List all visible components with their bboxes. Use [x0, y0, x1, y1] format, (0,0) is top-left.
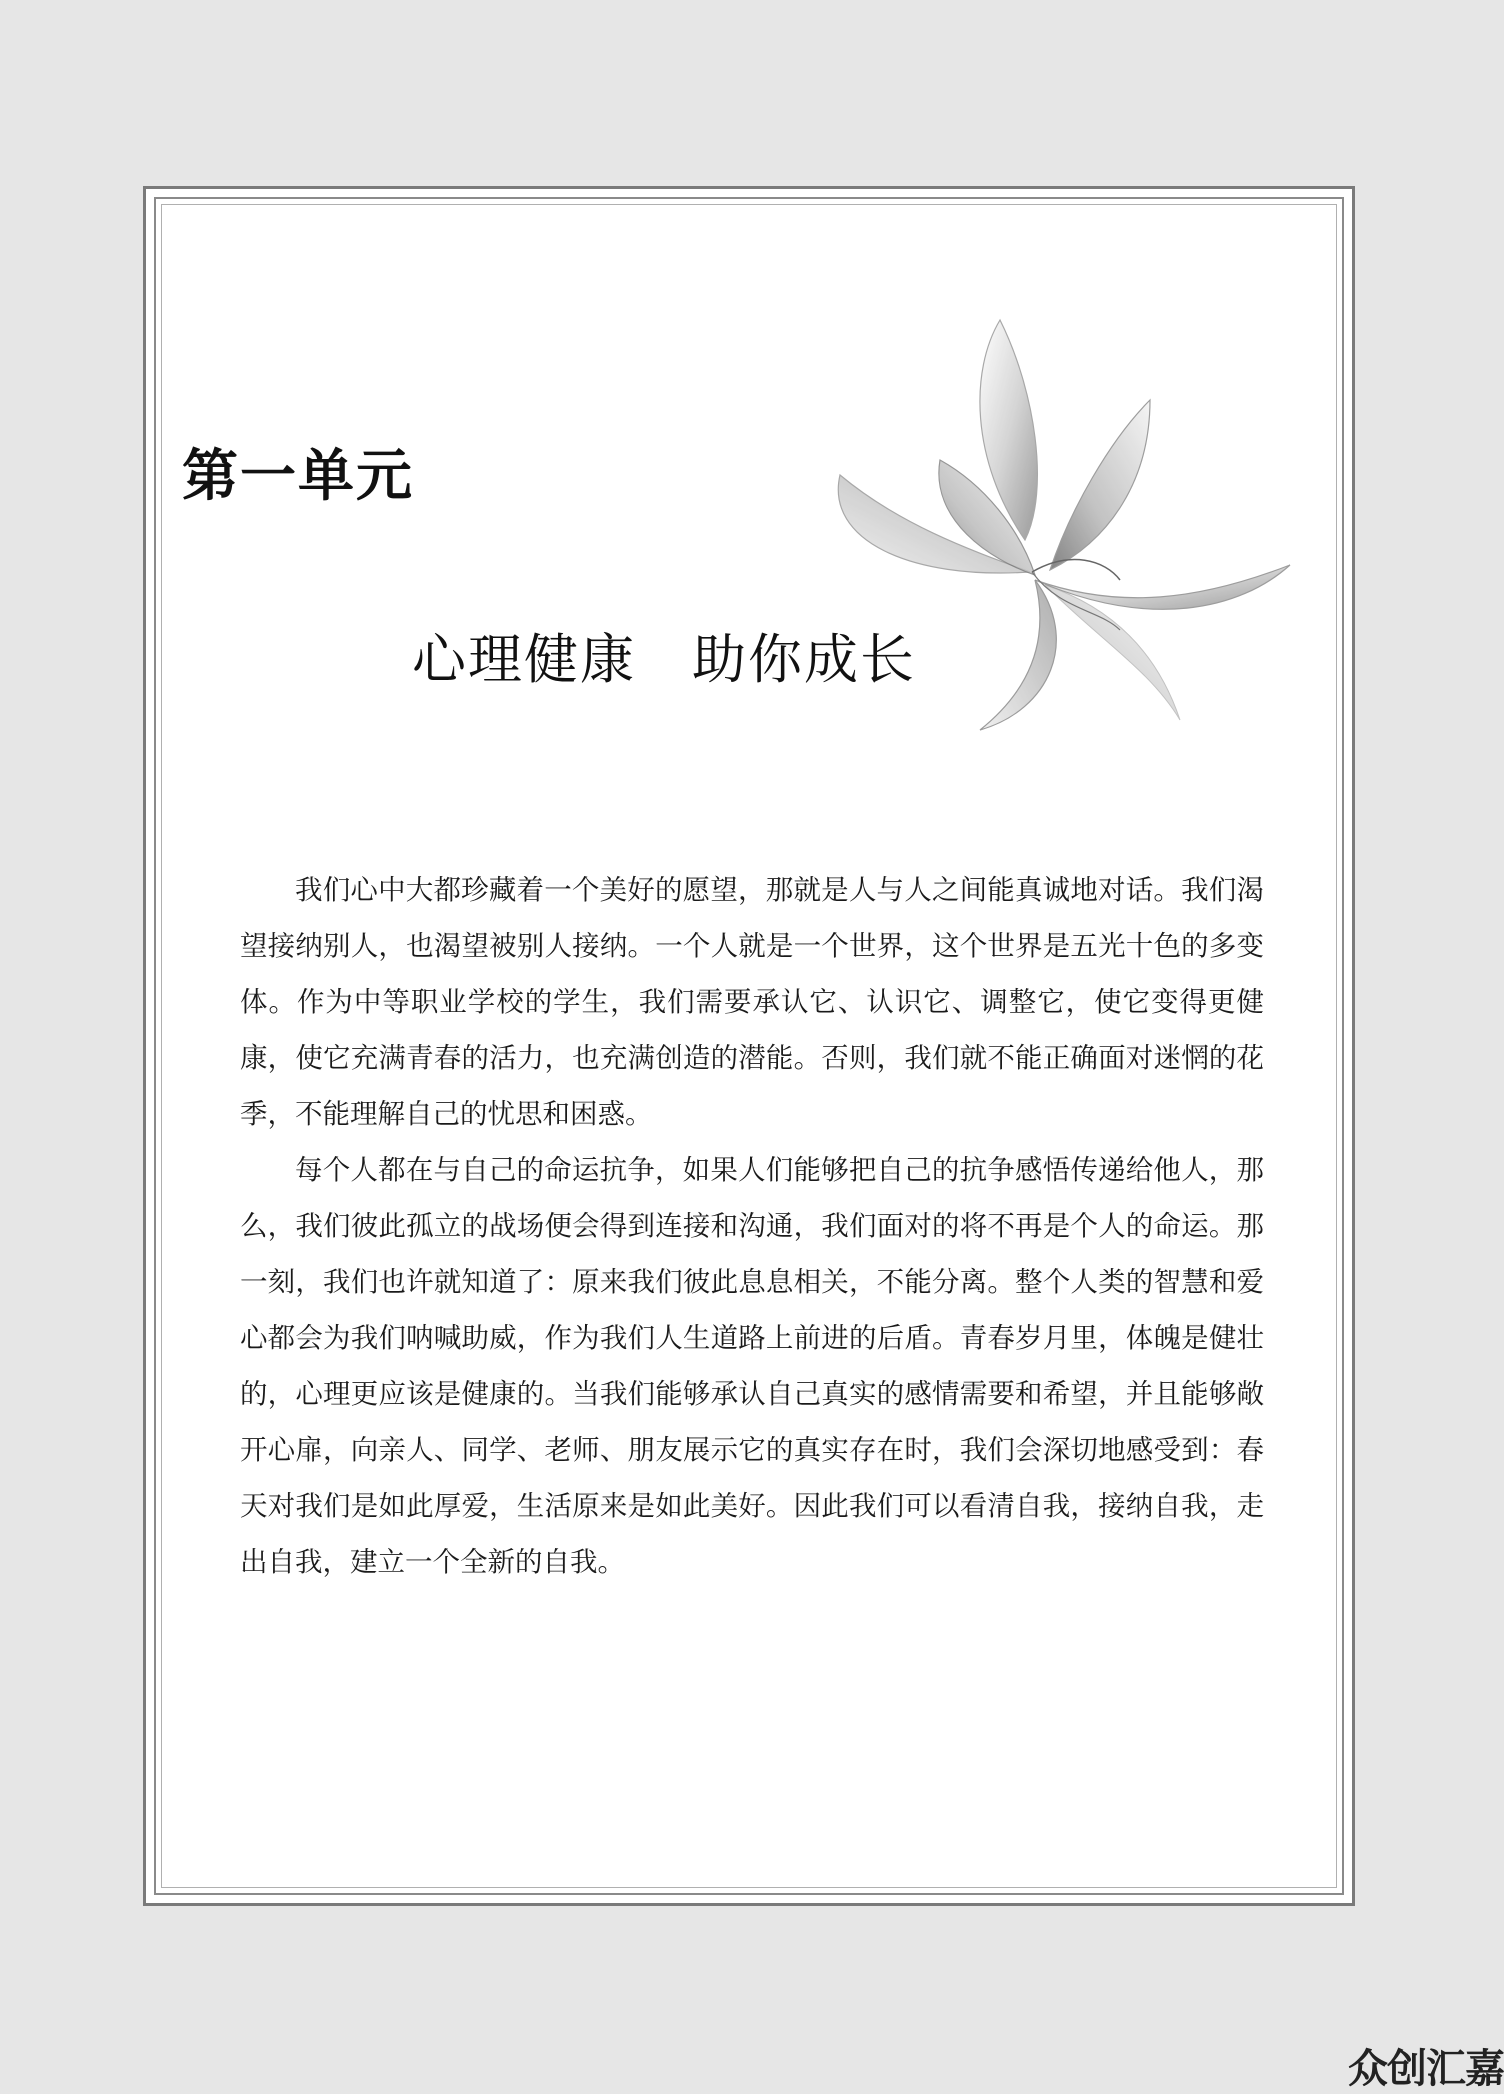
- petal-lower: [980, 580, 1056, 730]
- paragraph: 我们心中大都珍藏着一个美好的愿望，那就是人与人之间能真诚地对话。我们渴望接纳别人，也渴望被别人接纳。一个人就是一个世界，这个世界是五光十色的多变体。作为中等职业学校的学生，我们需要承认它、认识它、调整它，使它变得更健康，使它充满青春的活力，也充满创造的潜能。否则，我们就不能正确面对迷惘的花季，不能理解自己的忧思和困惑。: [240, 874, 1264, 1130]
- stamen: [1032, 560, 1120, 580]
- unit-title: 第一单元: [182, 443, 414, 509]
- watermark-logo: 众创汇嘉: [1348, 2046, 1504, 2092]
- chapter-subtitle: 心理健康 助你成长: [412, 628, 916, 691]
- body-text: [240, 862, 1264, 1590]
- petal-right: [1050, 400, 1150, 570]
- paragraph: 每个人都在与自己的命运抗争，如果人们能够把自己的抗争感悟传递给他人，那么，我们彼此孤立的战场便会得到连接和沟通，我们面对的将不再是个人的命运。那一刻，我们也许就知道了：原来我们彼此息息相关，不能分离。整个人类的智慧和爱心都会为我们呐喊助威，作为我们人生道路上前进的后盾。青春岁月里，体魄是健壮的，心理更应该是健康的。当我们能够承认自己真实的感情需要和希望，并且能够敞开心扉，向亲人、同学、老师、朋友展示它的真实存在时，我们会深切地感受到：春天对我们是如此厚爱，生活原来是如此美好。因此我们可以看清自我，接纳自我，走出自我，建立一个全新的自我。: [240, 1154, 1264, 1578]
